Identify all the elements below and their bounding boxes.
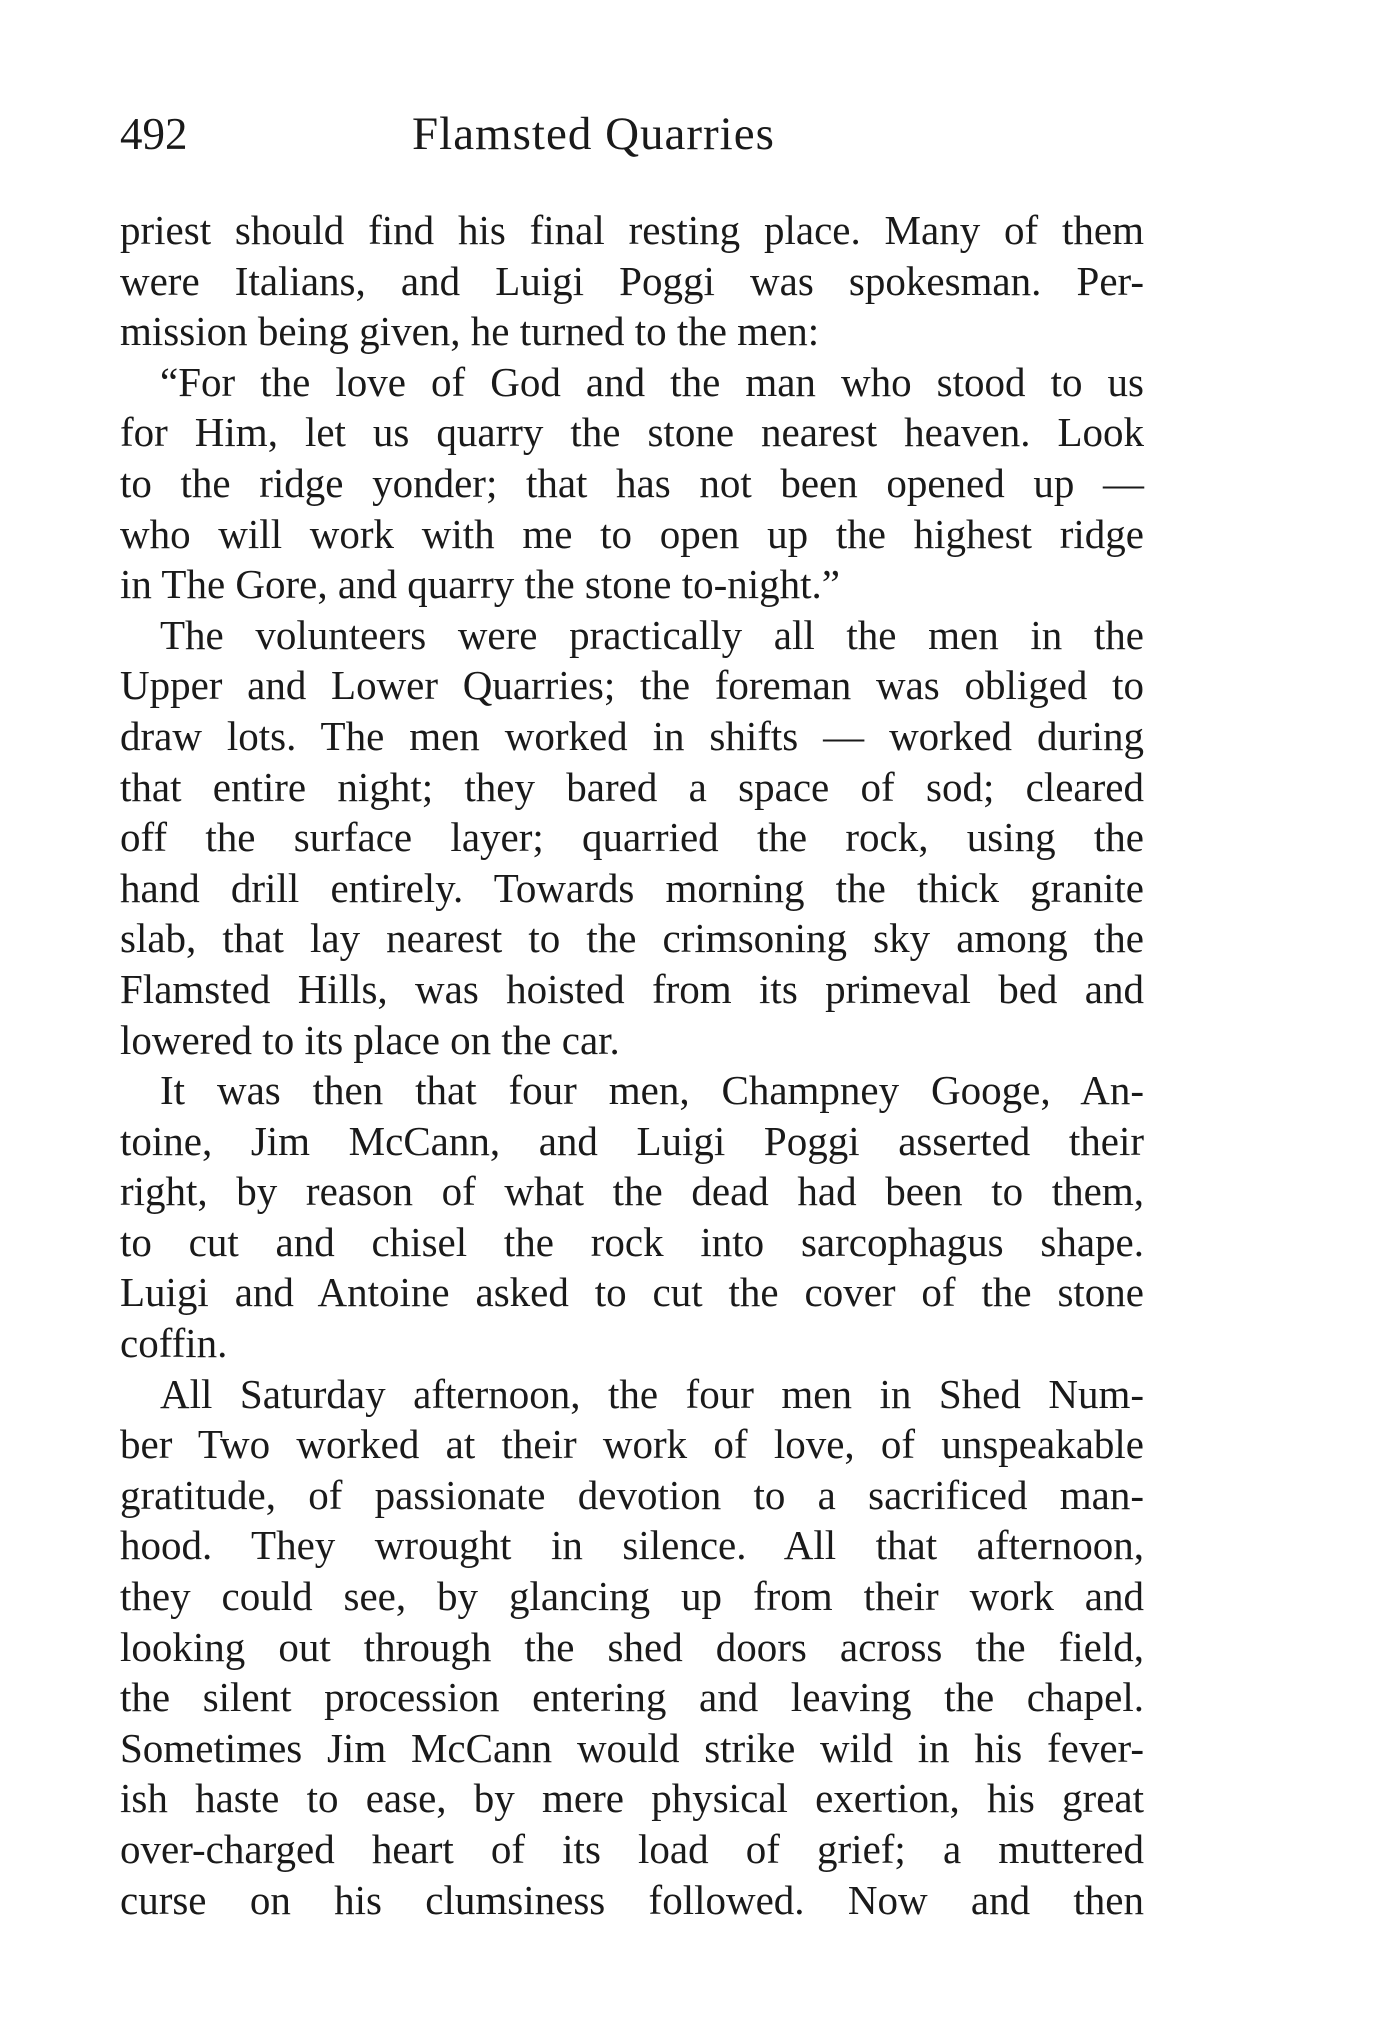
text-line: All Saturday afternoon, the four men in Shed Num- [160, 1370, 1144, 1417]
text-line: the silent procession entering and leaving the chapel. [120, 1674, 1144, 1721]
text-line: over-charged heart of its load of grief; a muttered [120, 1826, 1144, 1872]
text-line: Flamsted Hills, was hoisted from its primeval bed and [120, 965, 1144, 1012]
text-line: lowered to its place on the car. [120, 1016, 620, 1063]
text-line: mission being given, he turned to the men: [120, 308, 820, 355]
text-line: ish haste to ease, by mere physical exertion, his great [120, 1775, 1144, 1822]
text-line: they could see, by glancing up from their work and [120, 1573, 1144, 1620]
text-line: that entire night; they bared a space of sod; cleared [120, 763, 1144, 810]
text-line: looking out through the shed doors across the field, [120, 1623, 1144, 1670]
text-line: It was then that four men, Champney Googe, An- [160, 1067, 1144, 1114]
text-line: to cut and chisel the rock into sarcophagus shape. [120, 1218, 1144, 1265]
text-line: hood. They wrought in silence. All that afternoon, [120, 1522, 1144, 1569]
text-line: to the ridge yonder; that has not been opened up — [120, 459, 1144, 506]
text-line: toine, Jim McCann, and Luigi Poggi asserted their [120, 1117, 1144, 1164]
text-line: gratitude, of passionate devotion to a sacrificed man- [120, 1471, 1144, 1518]
text-line: ber Two worked at their work of love, of unspeakable [120, 1421, 1144, 1468]
text-line: in The Gore, and quarry the stone to-night.” [120, 561, 840, 608]
text-line: for Him, let us quarry the stone nearest heaven. Look [120, 409, 1144, 456]
text-line: hand drill entirely. Towards morning the thick granite [120, 864, 1144, 911]
text-line: “For the love of God and the man who stood to us [160, 358, 1144, 405]
body-text [120, 205, 1144, 1925]
text-line: who will work with me to open up the highest ridge [120, 510, 1144, 557]
text-line: slab, that lay nearest to the crimsoning sky among the [120, 915, 1144, 962]
text-line: Luigi and Antoine asked to cut the cover of the stone [120, 1269, 1144, 1316]
text-line: draw lots. The men worked in shifts — worked during [120, 712, 1144, 759]
text-line: right, by reason of what the dead had been to them, [120, 1168, 1144, 1215]
text-line: Upper and Lower Quarries; the foreman was obliged to [120, 662, 1144, 709]
text-line: The volunteers were practically all the men in the [160, 611, 1144, 658]
text-line: Sometimes Jim McCann would strike wild in his fever- [120, 1724, 1144, 1771]
text-line: priest should find his final resting place. Many of them [120, 207, 1144, 253]
running-title: Flamsted Quarries [412, 108, 775, 160]
text-line: were Italians, and Luigi Poggi was spokesman. Per- [120, 257, 1144, 304]
page-header [120, 104, 1144, 164]
text-line: off the surface layer; quarried the rock, using the [120, 814, 1144, 861]
text-line: curse on his clumsiness followed. Now and then [120, 1876, 1144, 1923]
text-line: coffin. [120, 1320, 228, 1367]
page-number: 492 [120, 109, 188, 159]
